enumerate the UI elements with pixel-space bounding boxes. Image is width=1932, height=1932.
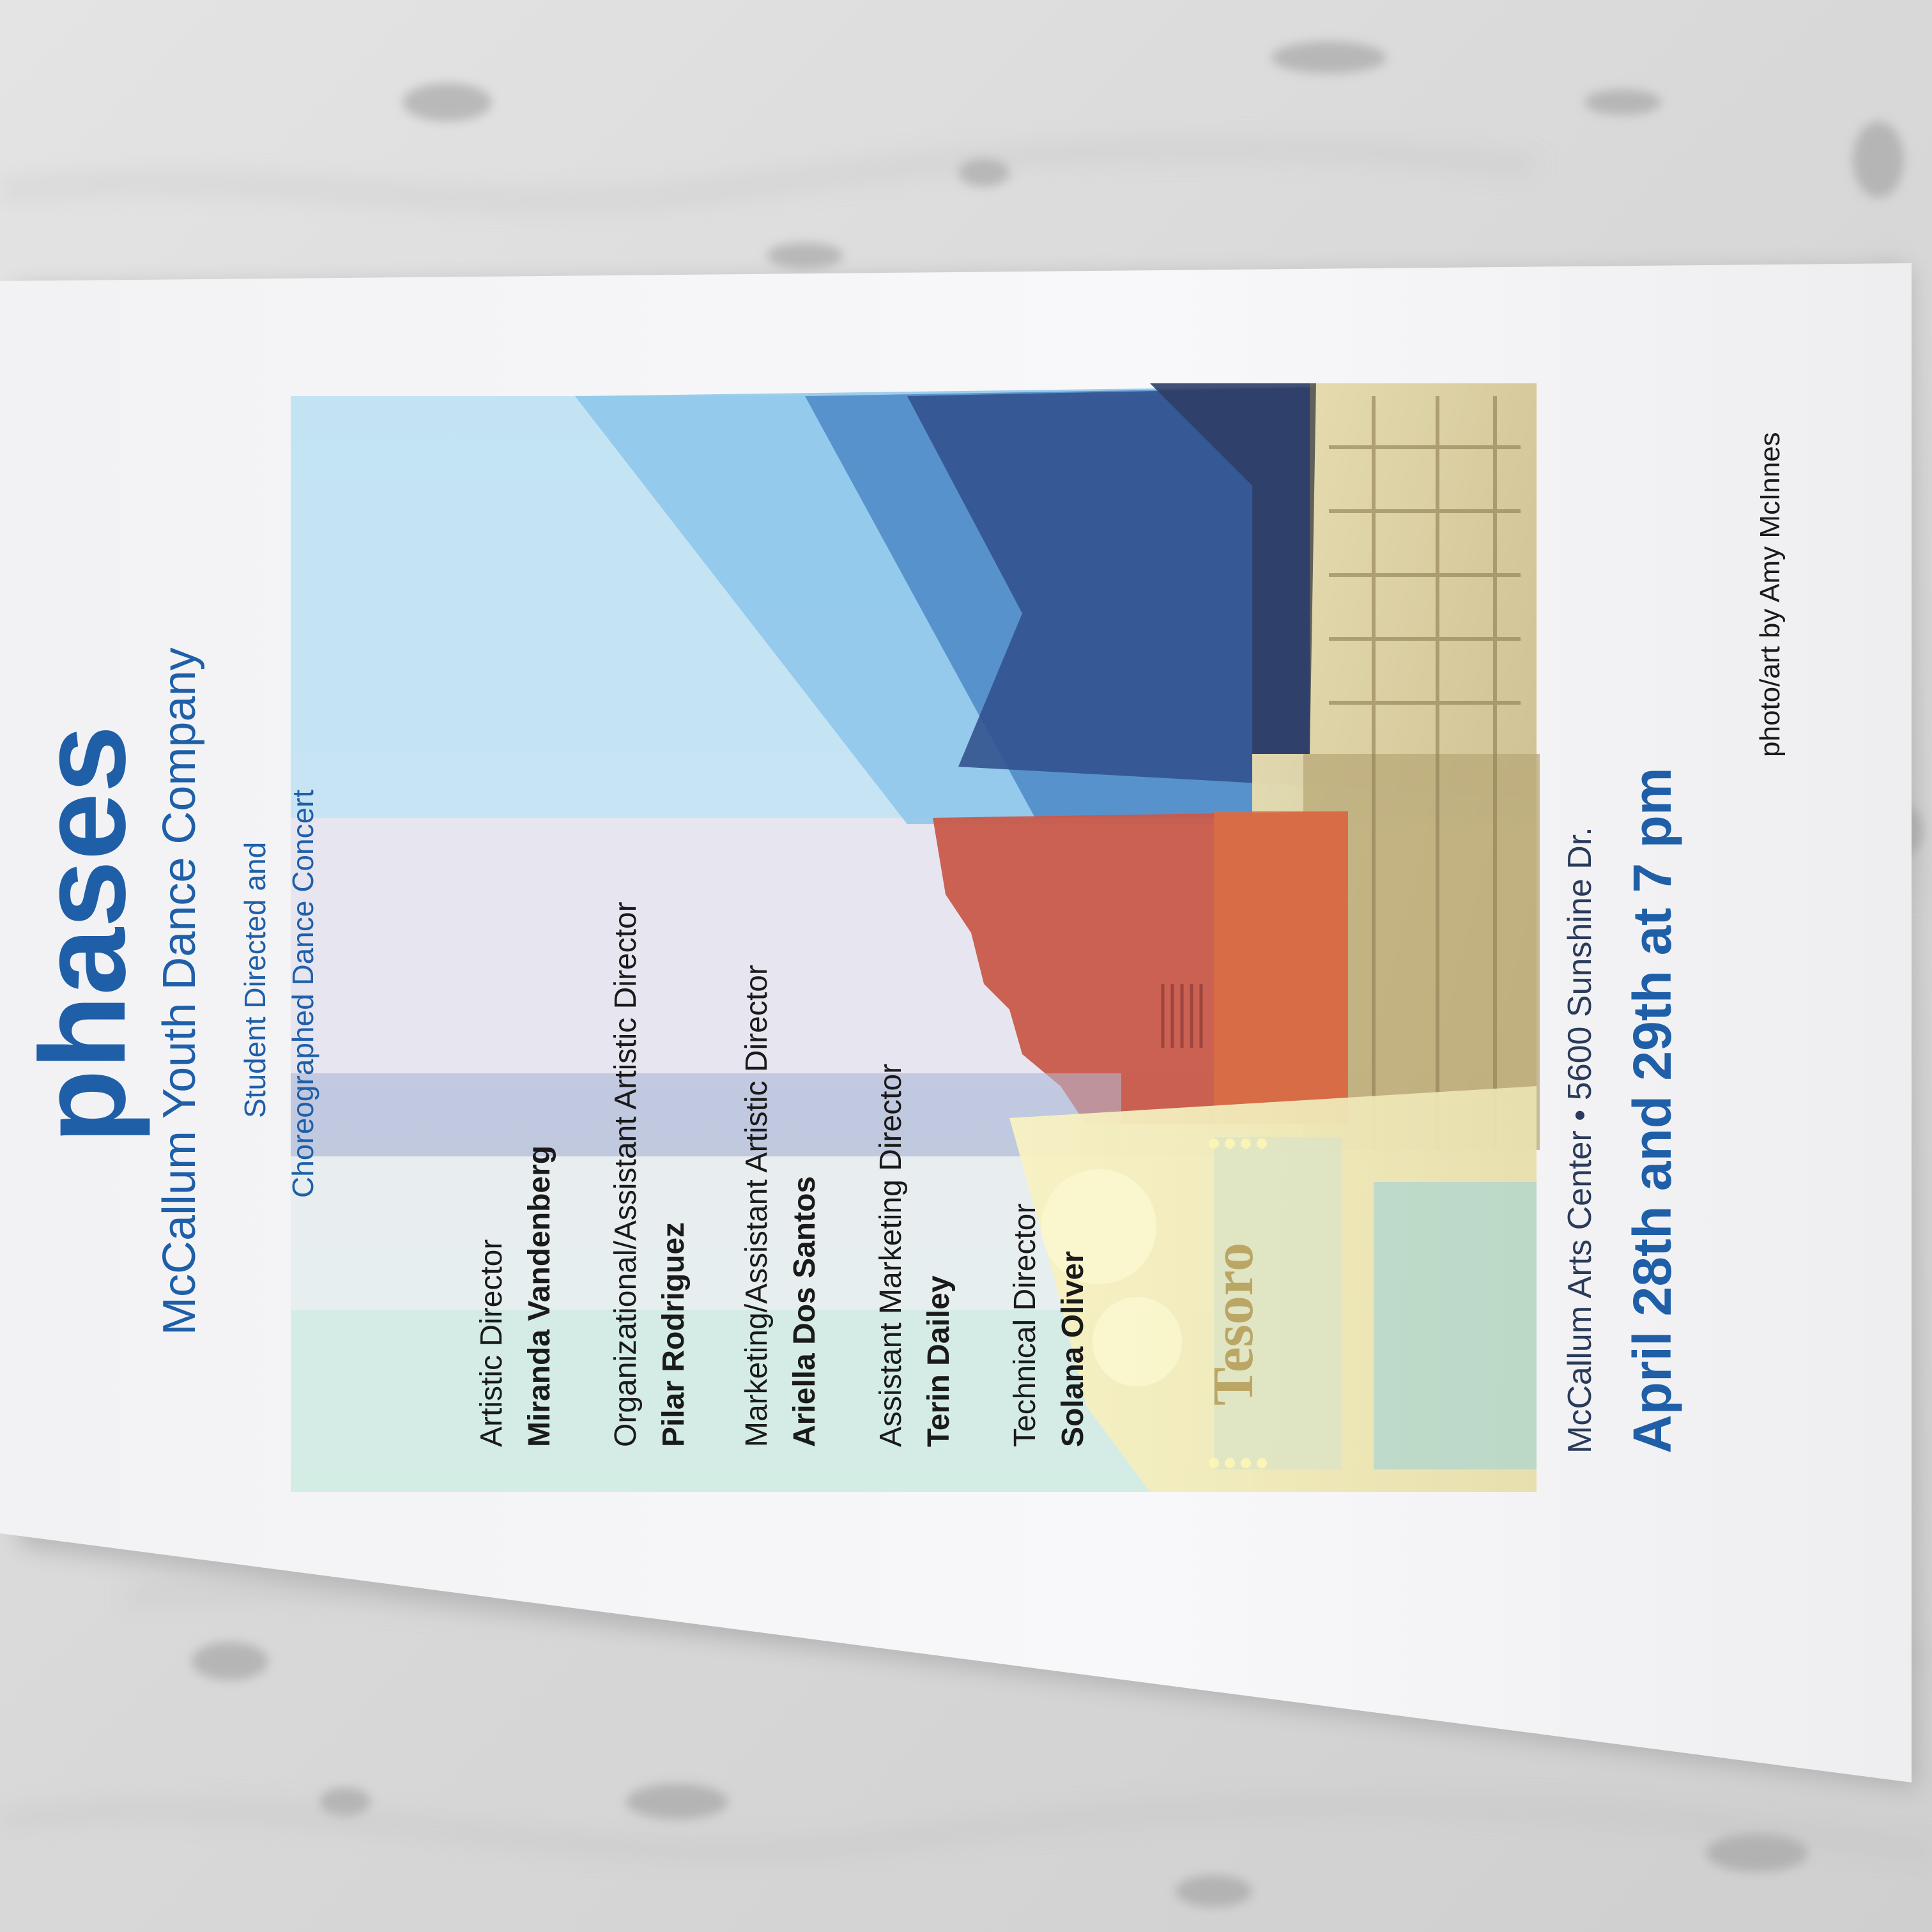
marquee-text: Tesoro — [1202, 1242, 1265, 1406]
photo-credit: photo/art by Amy McInnes — [1754, 432, 1786, 757]
staff-role: Marketing/Assistant Artistic Director — [740, 965, 774, 1447]
staff-name: Terin Dailey — [922, 1275, 956, 1447]
subtitle-line-2: Choreographed Dance Concert — [286, 789, 319, 1198]
staff-name: Miranda Vandenberg — [523, 1145, 556, 1447]
staff-role: Artistic Director — [475, 1239, 509, 1447]
staff-name: Ariella Dos Santos — [788, 1176, 822, 1447]
company-name: McCallum Youth Dance Company — [154, 647, 205, 1335]
venue-address: McCallum Arts Center • 5600 Sunshine Dr. — [1561, 827, 1598, 1453]
subtitle-line-1: Student Directed and — [238, 841, 272, 1118]
performance-dates: April 28th and 29th at 7 pm — [1622, 767, 1682, 1453]
marquee-sign — [1202, 1243, 1265, 1406]
staff-name: Solana Oliver — [1056, 1251, 1090, 1447]
program-title: phases — [15, 725, 151, 1144]
staff-role: Organizational/Assistant Artistic Director — [609, 901, 643, 1447]
staff-role: Assistant Marketing Director — [874, 1063, 908, 1447]
staff-role: Technical Director — [1008, 1203, 1042, 1447]
staff-name: Pilar Rodriguez — [657, 1222, 691, 1447]
